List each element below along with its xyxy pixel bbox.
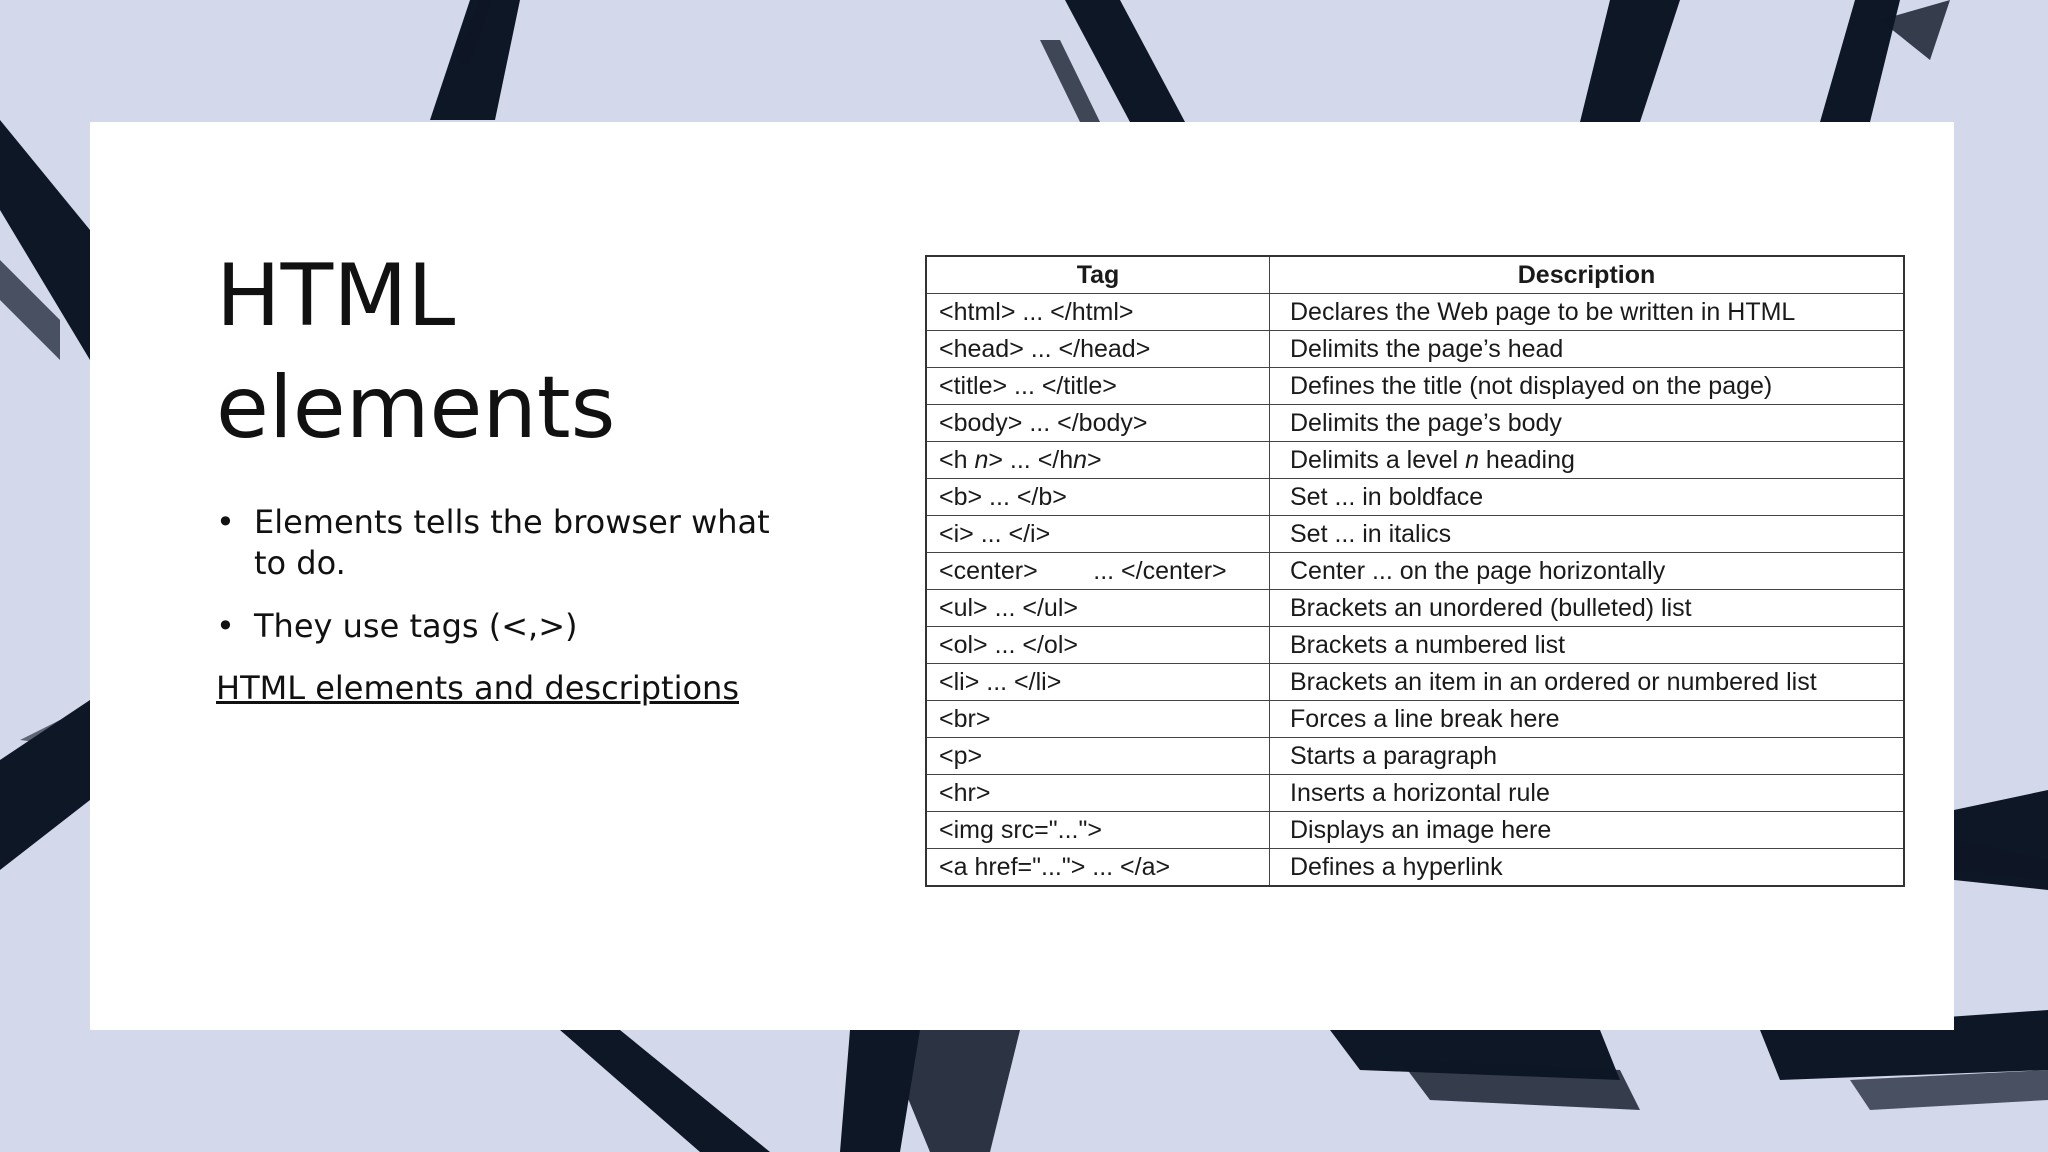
table-row <box>926 405 1904 442</box>
table-row <box>926 701 1904 738</box>
table-row <box>926 664 1904 701</box>
tag-column-header: Tag <box>926 256 1270 294</box>
description-cell: Displays an image here <box>1270 812 1905 849</box>
description-cell: Brackets a numbered list <box>1270 627 1905 664</box>
description-cell <box>1270 442 1905 479</box>
table-row <box>926 331 1904 368</box>
description-cell: Brackets an item in an ordered or numbered list <box>1270 664 1905 701</box>
tag-cell: <html> ... </html> <box>926 294 1270 331</box>
bullet-list <box>216 502 776 669</box>
tag-cell: <b> ... </b> <box>926 479 1270 516</box>
tag-text: > ... </h <box>988 445 1074 474</box>
tag-cell: <a href="..."> ... </a> <box>926 849 1270 887</box>
tag-cell: <hr> <box>926 775 1270 812</box>
table-row <box>926 294 1904 331</box>
description-cell: Brackets an unordered (bulleted) list <box>1270 590 1905 627</box>
tag-cell: <center> ... </center> <box>926 553 1270 590</box>
table-row <box>926 775 1904 812</box>
tag-cell: <i> ... </i> <box>926 516 1270 553</box>
table-row <box>926 738 1904 775</box>
slide-title: HTML elements <box>216 246 616 458</box>
description-cell: Delimits the page’s head <box>1270 331 1905 368</box>
tag-text: > <box>1087 445 1102 474</box>
table-row <box>926 553 1904 590</box>
html-elements-link[interactable]: HTML elements and descriptions <box>216 669 739 707</box>
description-cell: Defines the title (not displayed on the page) <box>1270 368 1905 405</box>
table-header-row <box>926 256 1904 294</box>
tag-cell: <img src="..."> <box>926 812 1270 849</box>
table-row <box>926 368 1904 405</box>
description-text: Delimits a level <box>1290 445 1466 474</box>
tag-text: <h <box>939 445 975 474</box>
tag-cell: <li> ... </li> <box>926 664 1270 701</box>
description-cell: Inserts a horizontal rule <box>1270 775 1905 812</box>
bullet-item: • Elements tells the browser what to do. <box>216 502 776 584</box>
description-cell: Set ... in italics <box>1270 516 1905 553</box>
description-cell: Center ... on the page horizontally <box>1270 553 1905 590</box>
table-row <box>926 442 1904 479</box>
tag-cell: <br> <box>926 701 1270 738</box>
tag-cell: <head> ... </head> <box>926 331 1270 368</box>
tag-cell <box>926 442 1270 479</box>
tag-variable: n <box>974 445 989 474</box>
table-row <box>926 812 1904 849</box>
tag-cell: <title> ... </title> <box>926 368 1270 405</box>
tag-cell: <p> <box>926 738 1270 775</box>
tag-cell: <ol> ... </ol> <box>926 627 1270 664</box>
html-tags-table <box>925 255 1905 887</box>
description-cell: Forces a line break here <box>1270 701 1905 738</box>
description-cell: Delimits the page’s body <box>1270 405 1905 442</box>
description-cell: Set ... in boldface <box>1270 479 1905 516</box>
description-cell: Declares the Web page to be written in HTML <box>1270 294 1905 331</box>
description-cell: Starts a paragraph <box>1270 738 1905 775</box>
bullet-item: • They use tags (<,>) <box>216 606 776 647</box>
tag-variable: n <box>1073 445 1088 474</box>
slide-card <box>90 122 1954 1030</box>
table-row <box>926 849 1904 887</box>
tag-cell: <body> ... </body> <box>926 405 1270 442</box>
table-row <box>926 516 1904 553</box>
description-text: heading <box>1478 445 1575 474</box>
description-cell: Defines a hyperlink <box>1270 849 1905 887</box>
table-row <box>926 479 1904 516</box>
description-column-header: Description <box>1270 256 1905 294</box>
table-row <box>926 627 1904 664</box>
description-variable: n <box>1465 445 1479 474</box>
table-row <box>926 590 1904 627</box>
tag-cell: <ul> ... </ul> <box>926 590 1270 627</box>
